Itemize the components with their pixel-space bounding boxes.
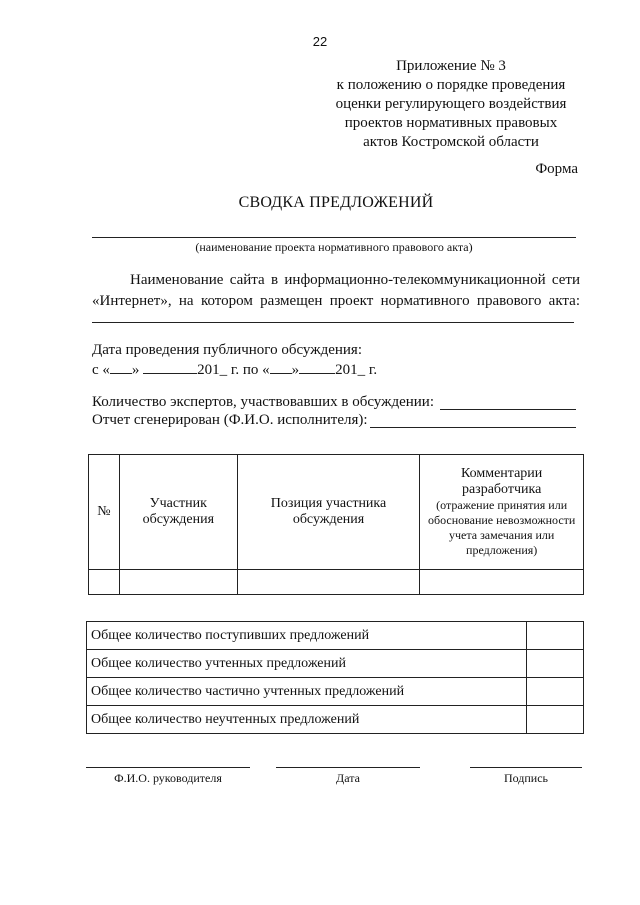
signature-label: Подпись bbox=[503, 771, 549, 785]
site-paragraph: Наименование сайта в информационно-телекоммуникационной сети «Интернет», на котором размещен проект нормативного правового акта: bbox=[92, 272, 580, 309]
col-comments-header bbox=[420, 455, 584, 570]
quote-close: » bbox=[291, 362, 300, 378]
table-cell bbox=[89, 570, 120, 595]
date-line bbox=[276, 767, 420, 768]
summary-table bbox=[86, 621, 584, 734]
col-comments-note: (отражение принятия или обоснование невозможности учета замечания или предложения) bbox=[427, 498, 576, 557]
table-row bbox=[89, 570, 584, 595]
table-cell bbox=[237, 570, 420, 595]
appendix-line: к положению о порядке проведения bbox=[336, 77, 566, 93]
proposals-table bbox=[88, 454, 584, 595]
date-to-day-blank bbox=[270, 359, 292, 374]
date-from-month-blank bbox=[143, 359, 197, 374]
col-number-header: № bbox=[89, 455, 120, 570]
discussion-date-range bbox=[92, 359, 377, 380]
date-to-year: 201_ г. bbox=[335, 362, 378, 378]
summary-row bbox=[87, 678, 584, 706]
discussion-date-label: Дата проведения публичного обсуждения: bbox=[92, 342, 362, 358]
summary-row bbox=[87, 706, 584, 734]
head-name-line bbox=[86, 767, 250, 768]
summary-value-cell bbox=[527, 622, 584, 650]
report-author-label: Отчет сгенерирован (Ф.И.О. исполнителя): bbox=[92, 412, 368, 428]
signature-line bbox=[470, 767, 582, 768]
project-name-caption: (наименование проекта нормативного правового акта) bbox=[195, 240, 473, 254]
summary-label: Общее количество неучтенных предложений bbox=[87, 706, 527, 734]
table-cell bbox=[119, 570, 237, 595]
project-name-line bbox=[92, 237, 576, 238]
summary-value-cell bbox=[527, 706, 584, 734]
summary-label: Общее количество поступивших предложений bbox=[87, 622, 527, 650]
report-author-line bbox=[370, 427, 576, 428]
date-to-month-blank bbox=[299, 359, 335, 374]
col-participant-header: Участник обсуждения bbox=[119, 455, 237, 570]
appendix-line: проектов нормативных правовых bbox=[344, 115, 558, 131]
report-author-row bbox=[92, 410, 368, 430]
page-number: 22 bbox=[312, 34, 328, 49]
document-title: СВОДКА ПРЕДЛОЖЕНИЙ bbox=[238, 194, 434, 211]
appendix-line: Приложение № 3 bbox=[396, 58, 506, 74]
date-from-prefix: с « bbox=[92, 362, 110, 378]
date-from-day-blank bbox=[110, 359, 132, 374]
appendix-line: актов Костромской области bbox=[363, 134, 539, 150]
summary-label: Общее количество частично учтенных предложений bbox=[87, 678, 527, 706]
summary-row bbox=[87, 622, 584, 650]
quote-close: » bbox=[131, 362, 140, 378]
table-cell bbox=[420, 570, 584, 595]
summary-value-cell bbox=[527, 678, 584, 706]
summary-label: Общее количество учтенных предложений bbox=[87, 650, 527, 678]
table-header-row bbox=[89, 455, 584, 570]
appendix-header bbox=[310, 57, 592, 152]
head-name-label: Ф.И.О. руководителя bbox=[114, 771, 222, 785]
site-name-line bbox=[92, 322, 574, 323]
col-position-header: Позиция участника обсуждения bbox=[237, 455, 420, 570]
appendix-line: оценки регулирующего воздействия bbox=[335, 96, 567, 112]
experts-count-label: Количество экспертов, участвовавших в обсуждении: bbox=[92, 394, 435, 410]
date-from-year: 201_ г. по « bbox=[197, 362, 270, 378]
form-label: Форма bbox=[535, 161, 578, 177]
summary-value-cell bbox=[527, 650, 584, 678]
summary-row bbox=[87, 650, 584, 678]
date-label: Дата bbox=[336, 771, 360, 785]
experts-count-row bbox=[92, 392, 434, 412]
experts-count-line bbox=[440, 409, 576, 410]
col-comments-title: Комментарии разработчика bbox=[461, 466, 543, 497]
